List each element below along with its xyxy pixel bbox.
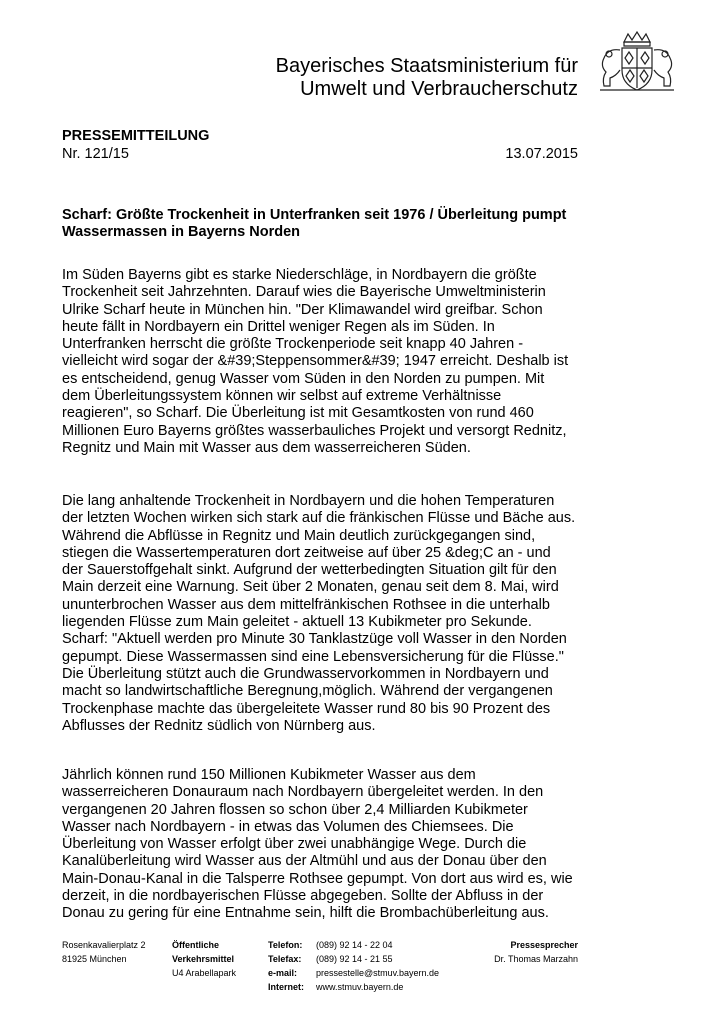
text-line: Trockenheit seit Jahrzehnten. Darauf wies die Bayerische Umweltministerin [62,284,546,301]
text-line: liegenden Flüsse zum Main geleitet - aktuell 13 Kubikmeter pro Sekunde. [62,614,532,631]
text-line: vielleicht wird sogar der &#39;Steppensommer&#39; 1947 erreicht. Deshalb ist [62,353,569,370]
transport-line: U4 Arabellapark [172,968,237,978]
text-line: Wasser nach Nordbayern - in etwas das Volumen des Chiemsees. Die [62,818,514,835]
text-line: Millionen Euro Bayerns größtes wasserbauliches Projekt und versorgt Rednitz, [62,422,567,439]
text-line: stiegen die Wassertemperaturen dort zeitweise auf über 25 &deg;C an - und [62,544,551,561]
text-line: Main-Donau-Kanal in die Talsperre Rothsee gepumpt. Von dort aus wird es, wie [62,870,573,887]
ministry-line-2: Umwelt und Verbraucherschutz [300,78,578,100]
body-paragraph-3 [62,767,602,923]
footer-address [62,938,146,966]
headline-line-2: Wassermassen in Bayerns Norden [62,224,301,240]
internet-label: Internet: [268,982,304,992]
text-line: derzeit, in die nordbayerischen Flüsse abgegeben. Sollte der Abfluss in der [62,888,544,905]
text-line: Unterfranken herrscht die größte Trockenperiode seit knapp 40 Jahren - [62,336,524,353]
website-link[interactable]: www.stmuv.bayern.de [316,982,404,992]
text-line: dem Überleitungssystem können wir selbst auf extreme Verhältnisse [62,388,502,405]
text-line: der Sauerstoffgehalt sinkt. Aufgrund der wetterbedingten Situation gilt für den [62,562,557,579]
document-type: PRESSEMITTEILUNG [62,128,210,144]
text-line: vergangenen 20 Jahren flossen so schon über 2,4 Milliarden Kubikmeter [62,801,528,818]
text-line: Regnitz und Main mit Wasser aus dem wasserreicheren Süden. [62,439,471,456]
text-line: Jährlich können rund 150 Millionen Kubikmeter Wasser aus dem [62,767,476,783]
footer-contact-values [316,938,439,994]
bavarian-coat-of-arms-icon [596,30,678,94]
text-line: reagieren", so Scharf. Die Überleitung ist mit Gesamtkosten von rund 460 [62,405,534,422]
press-release-date: 13.07.2015 [505,146,578,162]
fax-label: Telefax: [268,954,302,964]
address-city: 81925 München [62,954,127,964]
text-line: Abflusses der Rednitz südlich von Nürnberg aus. [62,717,376,734]
text-line: es entscheidend, genug Wasser vom Süden in den Norden zu pumpen. Mit [62,370,545,387]
phone-label: Telefon: [268,940,303,950]
ministry-name [276,55,578,101]
address-street: Rosenkavalierplatz 2 [62,940,146,950]
text-line: wasserreicheren Donauraum nach Nordbayern übergeleitet werden. In den [62,784,544,801]
footer-contact-labels [268,938,304,994]
fax-value: (089) 92 14 - 21 55 [316,954,393,964]
text-line: ununterbrochen Wasser aus dem mittelfränkischen Rothsee in die unterhalb [62,596,550,613]
text-line: heute fällt in Nordbayern ein Drittel weniger Regen als im Süden. In [62,318,495,335]
body-paragraph-2 [62,493,602,735]
text-line: Kanalüberleitung wird Wasser aus der Altmühl und aus der Donau über den [62,853,547,870]
text-line: Überleitung von Wasser erfolgt über zwei unabhängige Wege. Durch die [62,836,527,853]
text-line: Donau zu gering für eine Entnahme sein, hilft die Brombachüberleitung aus. [62,905,549,922]
text-line: Im Süden Bayerns gibt es starke Niederschläge, in Nordbayern die größte [62,267,537,283]
press-release-number: Nr. 121/15 [62,146,129,162]
headline-line-1: Scharf: Größte Trockenheit in Unterfranken seit 1976 / Überleitung pumpt [62,207,567,223]
email-label: e-mail: [268,968,298,978]
text-line: Während die Abflüsse in Regnitz und Main deutlich zurückgegangen sind, [62,527,536,544]
text-line: Scharf: "Aktuell werden pro Minute 30 Tanklastzüge voll Wasser in den Norden [62,631,567,648]
transport-title-2: Verkehrsmittel [172,954,235,964]
body-paragraph-1 [62,267,602,457]
text-line: Main derzeit eine Warnung. Seit über 2 Monaten, genau seit dem 8. Mai, wird [62,579,559,596]
text-line: gepumpt. Diese Wassermassen sind eine Lebensversicherung für die Flüsse." [62,648,564,665]
headline [62,207,582,241]
text-line: Trockenphase machte das übergeleitete Wasser rund 80 bis 90 Prozent des [62,700,551,717]
text-line: macht so landwirtschaftliche Beregnung,möglich. Während der vergangenen [62,683,553,700]
spokesperson-name: Dr. Thomas Marzahn [494,954,578,964]
transport-title: Öffentliche [172,940,220,950]
ministry-line-1: Bayerisches Staatsministerium für [275,55,578,77]
footer-transport [172,938,236,980]
spokesperson-title: Pressesprecher [510,940,578,950]
email-link[interactable]: pressestelle@stmuv.bayern.de [316,968,440,978]
text-line: Ulrike Scharf heute in München hin. "Der Klimawandel wird greifbar. Schon [62,301,543,318]
text-line: Die lang anhaltende Trockenheit in Nordbayern und die hohen Temperaturen [62,493,555,509]
text-line: Die Überleitung stützt auch die Grundwasservorkommen in Nordbayern und [62,665,549,682]
footer-spokesperson [494,938,578,966]
text-line: der letzten Wochen wirken sich stark auf die fränkischen Flüsse und Bäche aus. [62,510,576,527]
phone-value: (089) 92 14 - 22 04 [316,940,393,950]
